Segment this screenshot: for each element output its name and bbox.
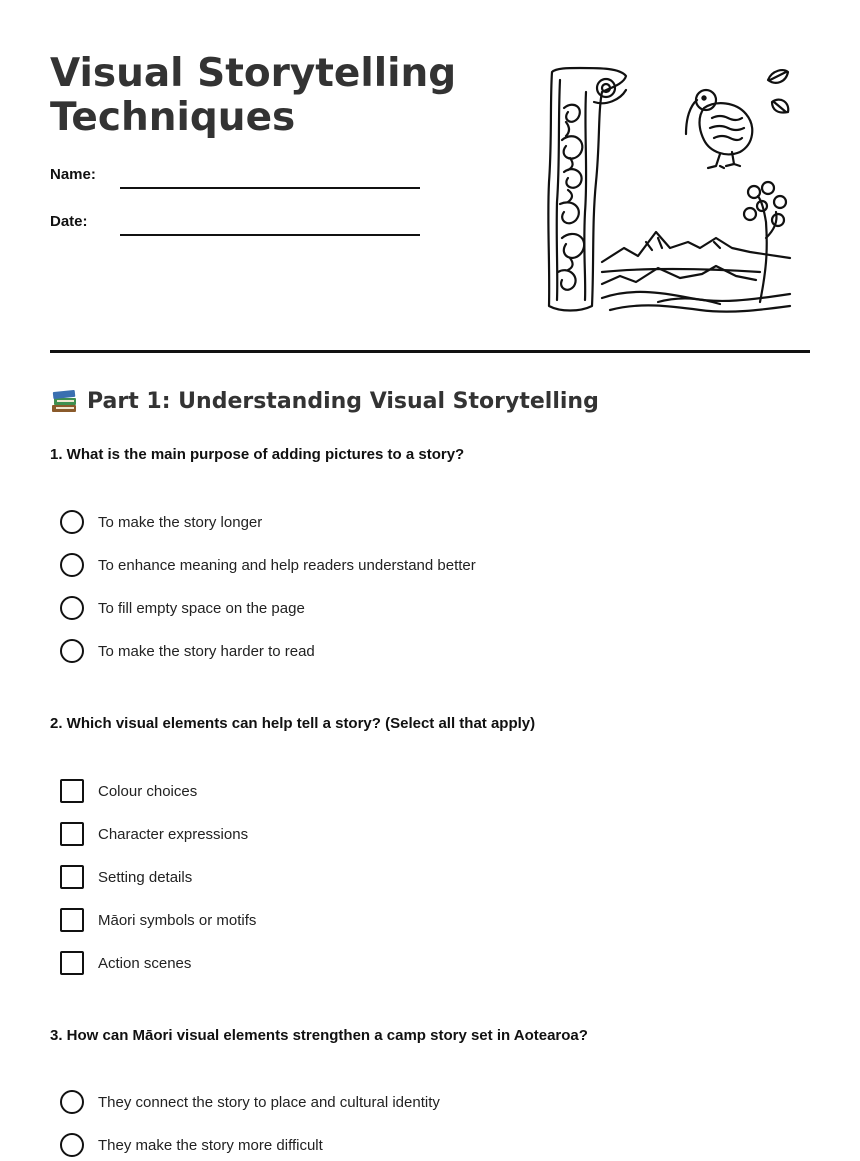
q3-option-2[interactable] — [60, 1132, 323, 1158]
checkbox[interactable] — [60, 908, 84, 932]
option-label: Action scenes — [98, 954, 192, 972]
q1-option-4[interactable] — [60, 638, 315, 664]
q2-option-2[interactable] — [60, 821, 248, 847]
books-icon — [50, 388, 78, 414]
option-label: To enhance meaning and help readers understand better — [98, 556, 476, 574]
section-title-text: Part 1: Understanding Visual Storytelling — [87, 388, 599, 414]
checkbox[interactable] — [60, 779, 84, 803]
option-label: Colour choices — [98, 782, 198, 800]
option-label: They connect the story to place and cultural identity — [98, 1093, 440, 1111]
radio-button[interactable] — [60, 1133, 84, 1157]
section-title-part-1 — [50, 388, 599, 414]
option-label: Setting details — [98, 868, 193, 886]
question-1: 1. What is the main purpose of adding pictures to a story? — [50, 446, 465, 463]
q1-option-1[interactable] — [60, 509, 262, 535]
radio-button[interactable] — [60, 596, 84, 620]
q1-option-2[interactable] — [60, 552, 476, 578]
question-2: 2. Which visual elements can help tell a story? (Select all that apply) — [50, 715, 536, 732]
question-3: 3. How can Māori visual elements strengthen a camp story set in Aotearoa? — [50, 1027, 588, 1044]
title-line-2: Techniques — [50, 95, 296, 140]
q2-option-5[interactable] — [60, 950, 191, 976]
option-label: Māori symbols or motifs — [98, 911, 257, 929]
date-label: Date: — [50, 213, 88, 230]
option-label: They make the story more difficult — [98, 1136, 323, 1154]
q3-option-1[interactable] — [60, 1089, 440, 1115]
title-line-1: Visual Storytelling — [50, 51, 457, 96]
checkbox[interactable] — [60, 865, 84, 889]
option-label: To fill empty space on the page — [98, 599, 305, 617]
q2-option-1[interactable] — [60, 778, 197, 804]
checkbox[interactable] — [60, 822, 84, 846]
q2-option-4[interactable] — [60, 907, 256, 933]
date-input-line[interactable] — [120, 234, 420, 236]
page-title — [50, 52, 456, 140]
name-label: Name: — [50, 166, 96, 183]
radio-button[interactable] — [60, 1090, 84, 1114]
radio-button[interactable] — [60, 553, 84, 577]
name-input-line[interactable] — [120, 187, 420, 189]
q1-option-3[interactable] — [60, 595, 305, 621]
radio-button[interactable] — [60, 510, 84, 534]
option-label: To make the story harder to read — [98, 642, 315, 660]
maori-carving-kiwi-mountains-illustration — [540, 62, 800, 318]
q2-option-3[interactable] — [60, 864, 192, 890]
checkbox[interactable] — [60, 951, 84, 975]
section-divider — [50, 350, 810, 353]
radio-button[interactable] — [60, 639, 84, 663]
option-label: To make the story longer — [98, 513, 263, 531]
option-label: Character expressions — [98, 825, 249, 843]
